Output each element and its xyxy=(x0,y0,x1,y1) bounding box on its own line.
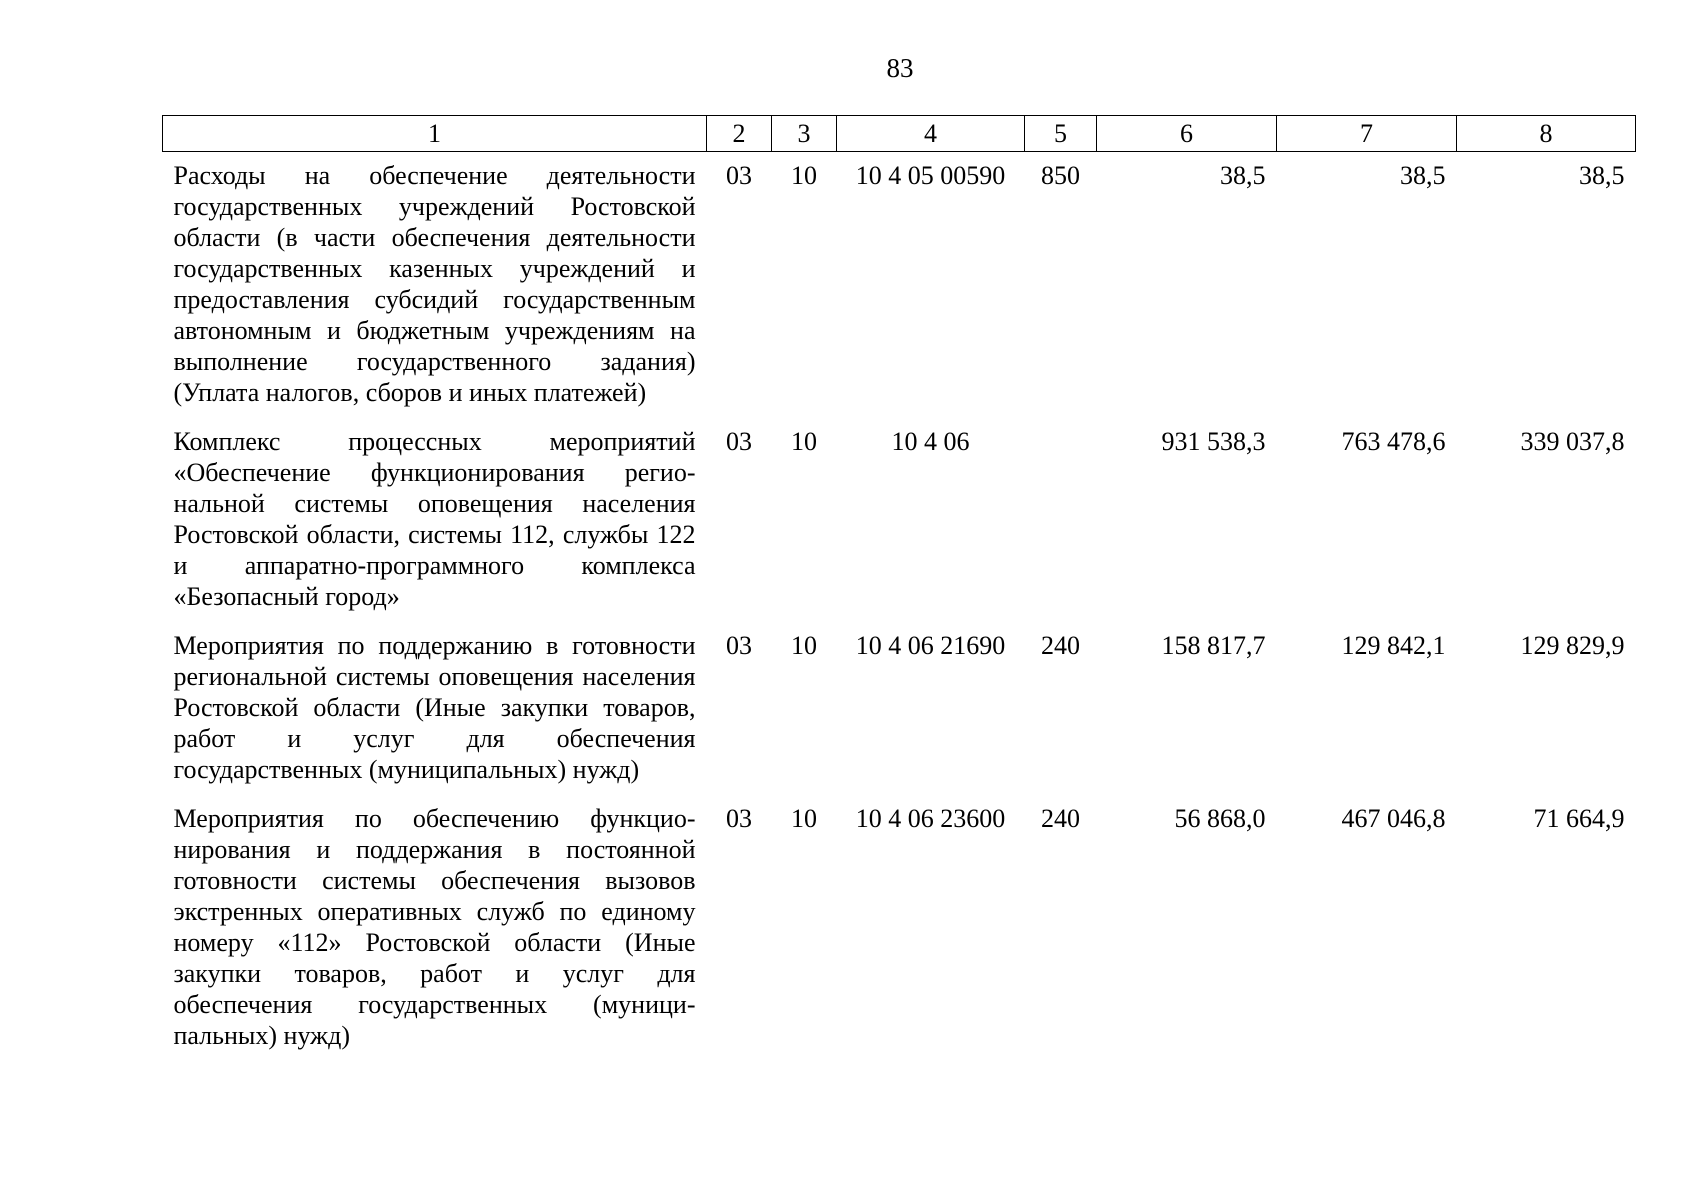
header-col-4: 4 xyxy=(837,116,1025,152)
row-section: 03 xyxy=(726,804,752,833)
row-expense-type: 850 xyxy=(1041,161,1080,190)
header-col-8: 8 xyxy=(1457,116,1636,152)
page-number: 83 xyxy=(886,53,914,83)
header-col-1: 1 xyxy=(163,116,707,152)
table-row xyxy=(163,418,1636,622)
row-section: 03 xyxy=(726,161,752,190)
row-description: Расходы на обеспечение деятельности государственных учреждений Ростовской области (в части обеспечения деятельности государственных казенных учреждений и предоставления субсидий государственным автономным и бюджетным учреждениям на выполнение государственного задания) (Уплата налогов, сборов и иных платежей) xyxy=(173,161,696,407)
row-amount-2: 129 842,1 xyxy=(1341,631,1446,660)
row-expense-type xyxy=(1025,418,1097,622)
row-target-code: 10 4 06 21690 xyxy=(855,631,1006,660)
row-description: Комплекс процессных мероприятий «Обеспечение функционирования региональной системы оповещения населения Ростовской области, системы 112, службы 122 и аппаратно-программного комплекса «Безопасный город» xyxy=(173,427,696,611)
row-expense-type: 240 xyxy=(1041,631,1080,660)
row-subsection: 10 xyxy=(791,631,817,660)
table-row xyxy=(163,622,1636,795)
row-target-code: 10 4 06 xyxy=(891,427,970,456)
row-amount-1: 56 868,0 xyxy=(1174,804,1266,833)
row-amount-1: 931 538,3 xyxy=(1161,427,1266,456)
row-subsection: 10 xyxy=(791,427,817,456)
header-col-5: 5 xyxy=(1025,116,1097,152)
row-amount-3: 38,5 xyxy=(1579,161,1625,190)
row-amount-3: 71 664,9 xyxy=(1533,804,1625,833)
row-description: Мероприятия по обеспечению функционирования и поддержания в постоянной готовности системы обеспечения вызовов экстренных оперативных служб по единому номеру «112» Ростовской области (Иные закупки товаров, работ и услуг для обеспечения государственных (муниципальных) нужд) xyxy=(173,804,696,1050)
table-row xyxy=(163,795,1636,1061)
header-col-7: 7 xyxy=(1277,116,1457,152)
header-row xyxy=(163,116,1636,152)
header-col-2: 2 xyxy=(707,116,772,152)
row-subsection: 10 xyxy=(791,804,817,833)
row-section: 03 xyxy=(726,427,752,456)
row-section: 03 xyxy=(726,631,752,660)
row-amount-3: 129 829,9 xyxy=(1520,631,1625,660)
row-amount-3: 339 037,8 xyxy=(1520,427,1625,456)
row-description: Мероприятия по поддержанию в готовности региональной системы оповещения населения Ростовской области (Иные закупки товаров, работ и услуг для обеспечения государственных (муниципальных) нужд) xyxy=(173,631,696,784)
row-amount-1: 38,5 xyxy=(1220,161,1266,190)
table-row xyxy=(163,152,1636,419)
row-target-code: 10 4 06 23600 xyxy=(855,804,1006,833)
budget-table xyxy=(162,115,1636,1061)
header-col-3: 3 xyxy=(772,116,837,152)
row-subsection: 10 xyxy=(791,161,817,190)
row-amount-1: 158 817,7 xyxy=(1161,631,1266,660)
row-target-code: 10 4 05 00590 xyxy=(855,161,1006,190)
row-amount-2: 763 478,6 xyxy=(1341,427,1446,456)
row-amount-2: 38,5 xyxy=(1400,161,1446,190)
row-expense-type: 240 xyxy=(1041,804,1080,833)
header-col-6: 6 xyxy=(1097,116,1277,152)
row-amount-2: 467 046,8 xyxy=(1341,804,1446,833)
